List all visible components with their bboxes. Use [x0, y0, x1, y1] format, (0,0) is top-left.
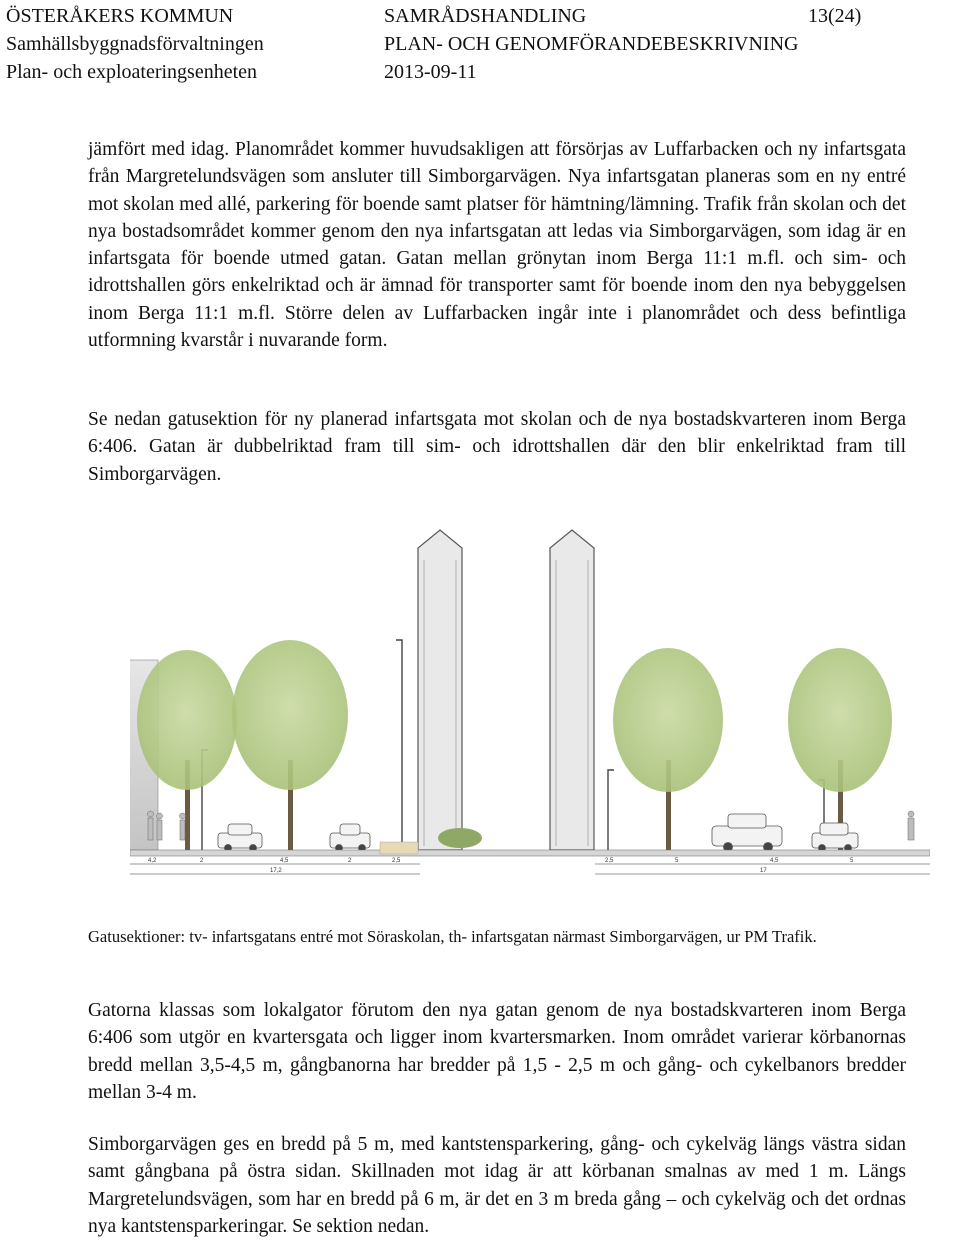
paragraph-traffic: jämfört med idag. Planområdet kommer huvudsakligen att försörjas av Luffarbacken och ny infartsgata från Margretelundsvägen som ansluter till Simborgarvägen. Nya infartsgatan planeras som en ny entré mot skolan med allé, parkering för boende samt platser för hämtning/lämning. Trafik från skolan och det nya bostadsområdet kommer genom den nya infartsgatan att ledas via Simborgarvägen, som idag är en infartsgata för boende utmed gatan. Gatan mellan grönytan inom Berga 11:1 m.fl. och sim- och idrottshallen görs enkelriktad och är ämnad för transporter samt för boende inom den nya bebyggelsen inom Berga 11:1 m.fl. Större delen av Luffarbacken ingår inte i planområdet och dess befintliga utformning kvarstår i nuvarande form.: [88, 139, 906, 352]
header-unit: Plan- och exploateringsenheten: [6, 61, 258, 83]
dim-left-1: 4,2: [148, 858, 157, 864]
dim-right-1: 2,5: [605, 858, 614, 864]
street-section-figure: [130, 520, 930, 898]
header-organization: [6, 2, 264, 86]
paragraph-street-section-intro: Se nedan gatusektion för ny planerad infartsgata mot skolan och de nya bostadskvarteren inom Berga 6:406. Gatan är dubbelriktad fram till sim- och idrottshallen där den blir enkelriktad fram till Simborgarvägen.: [88, 409, 906, 485]
paragraph-simborgarvagen: Simborgarvägen ges en bredd på 5 m, med kantstensparkering, gång- och cykelväg längs västra sidan samt gångbana på östra sidan. Skillnaden mot idag är att körbanan smalnas av med 1 m. Längs Margretelundsvägen, som har en bredd på 6 m, är det en 3 m breda gång – och cykelväg och det ordnas nya kantstensparkeringar. Se sektion nedan.: [88, 1134, 906, 1237]
street-section-illustration: [130, 520, 930, 898]
page-number: 13(24): [808, 5, 862, 27]
building-tower-right: [550, 530, 594, 850]
dim-left-total: 17,2: [270, 868, 282, 874]
dim-left-2: 2: [200, 858, 204, 864]
dim-right-2: 5: [675, 858, 679, 864]
header-document-title: PLAN- OCH GENOMFÖRANDEBESKRIVNING: [384, 33, 799, 55]
header-document-date: 2013-09-11: [384, 61, 477, 83]
header-municipality: ÖSTERÅKERS KOMMUN: [6, 5, 234, 27]
dimension-lines: [130, 864, 930, 874]
header-document-info: [384, 2, 798, 86]
paragraph-street-classes: Gatorna klassas som lokalgator förutom den nya gatan genom de nya bostadskvarteren inom Berga 6:406 som utgör en kvartersgata och ligger inom kvartersmarken. Inom området varierar körbanornas bredd mellan 3,5-4,5 m, gångbanorna har bredder på 1,5 - 2,5 m och gång- och cykelbanors bredder mellan 3-4 m.: [88, 1000, 906, 1103]
dim-right-3: 4,5: [770, 858, 779, 864]
dim-left-4: 2: [348, 858, 352, 864]
dim-left-5: 2,5: [392, 858, 401, 864]
dim-left-3: 4,5: [280, 858, 289, 864]
dimension-labels: [148, 858, 854, 874]
header-document-status: SAMRÅDSHANDLING: [384, 5, 587, 27]
building-tower-left: [418, 530, 462, 850]
dim-right-total: 17: [760, 868, 767, 874]
figure-caption: Gatusektioner: tv- infartsgatans entré mot Söraskolan, th- infartsgatan närmast Simborgarvägen, ur PM Trafik.: [88, 927, 817, 946]
shrub: [438, 828, 482, 848]
pedestrians: [148, 811, 915, 840]
trees-left: [137, 640, 348, 850]
header-department: Samhällsbyggnadsförvaltningen: [6, 33, 264, 55]
cars: [218, 814, 858, 852]
dim-right-4: 5: [850, 858, 854, 864]
